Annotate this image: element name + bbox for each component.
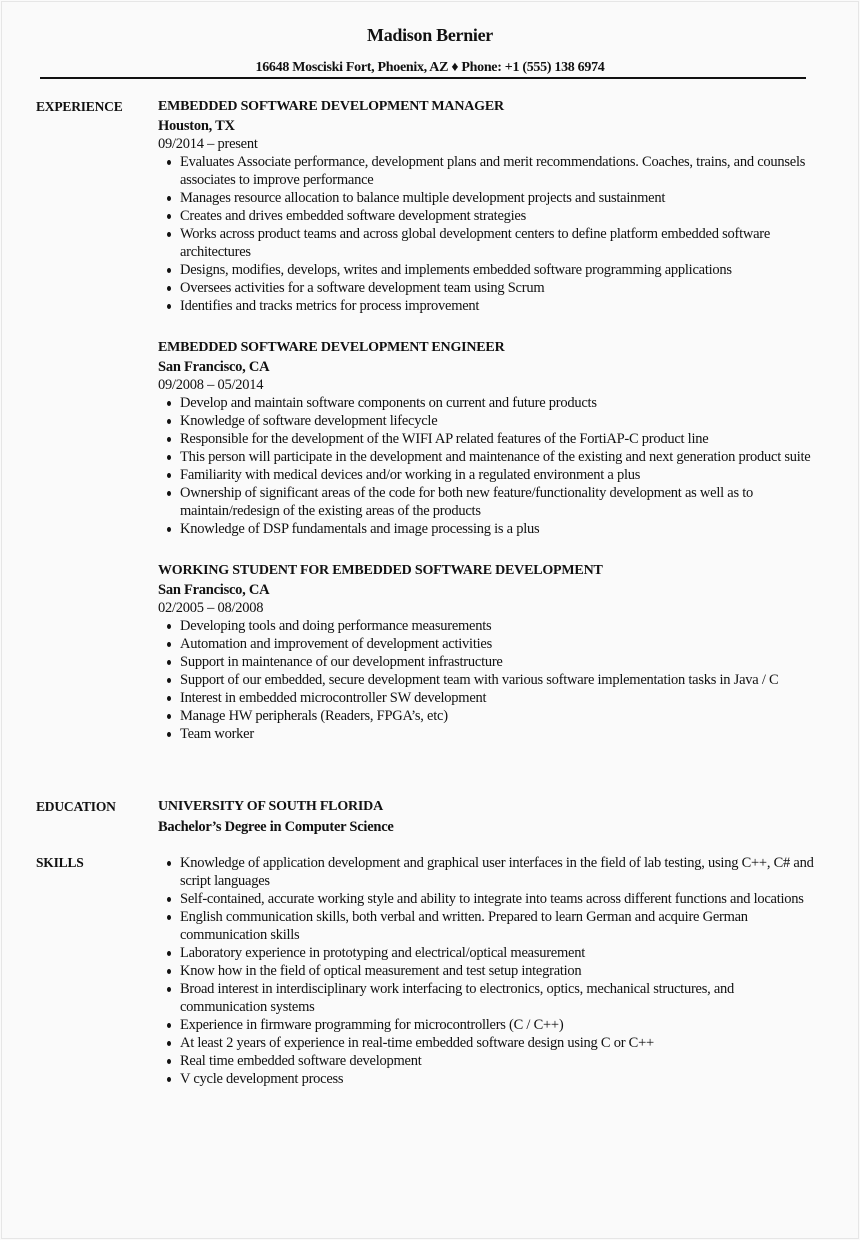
section-label: EXPERIENCE [36,99,123,114]
school-name: UNIVERSITY OF SOUTH FLORIDA [158,799,383,814]
bullet-item: Oversees activities for a software development team using Scrum [180,279,818,297]
job-bullets [158,394,818,538]
job-location: Houston, TX [158,118,235,134]
bullet-item: Creates and drives embedded software development strategies [180,207,818,225]
bullet-item: Support of our embedded, secure development team with various software implementation tasks in Java / C [180,671,818,689]
job-location: San Francisco, CA [158,359,270,375]
bullet-item: Knowledge of software development lifecycle [180,412,818,430]
bullet-item: Works across product teams and across global development centers to define platform embedded software architectures [180,225,818,261]
skills-list [158,854,818,1088]
job-dates: 09/2014 – present [158,136,258,152]
bullet-item: Developing tools and doing performance measurements [180,617,818,635]
skill-item: Broad interest in interdisciplinary work interfacing to electronics, optics, mechanical structures, and communication systems [180,980,818,1016]
header-divider [40,77,806,79]
job-entry [158,339,818,538]
skill-item: V cycle development process [180,1070,818,1088]
contact-line: 16648 Mosciski Fort, Phoenix, AZ ♦ Phone: +1 (555) 138 6974 [255,60,605,75]
job-dates: 09/2008 – 05/2014 [158,377,264,393]
bullet-item: Team worker [180,725,818,743]
bullet-item: Responsible for the development of the WIFI AP related features of the FortiAP-C product line [180,430,818,448]
bullet-item: Develop and maintain software components on current and future products [180,394,818,412]
job-title: WORKING STUDENT FOR EMBEDDED SOFTWARE DEVELOPMENT [158,563,603,578]
job-title: EMBEDDED SOFTWARE DEVELOPMENT MANAGER [158,99,504,114]
jobs-list [158,98,818,767]
skill-item: At least 2 years of experience in real-time embedded software design using C or C++ [180,1034,818,1052]
bullet-item: Designs, modifies, develops, writes and implements embedded software programming applications [180,261,818,279]
job-entry [158,562,818,743]
skill-item: English communication skills, both verbal and written. Prepared to learn German and acquire German communication skills [180,908,818,944]
bullet-item: Familiarity with medical devices and/or working in a regulated environment a plus [180,466,818,484]
job-dates: 02/2005 – 08/2008 [158,600,264,616]
candidate-name: Madison Bernier [367,25,493,45]
bullet-item: Support in maintenance of our development infrastructure [180,653,818,671]
bullet-item: Manages resource allocation to balance multiple development projects and sustainment [180,189,818,207]
bullet-item: This person will participate in the development and maintenance of the existing and next generation product suite [180,448,818,466]
skill-item: Self-contained, accurate working style and ability to integrate into teams across different functions and locations [180,890,818,908]
bullet-item: Automation and improvement of development activities [180,635,818,653]
job-title: EMBEDDED SOFTWARE DEVELOPMENT ENGINEER [158,340,505,355]
bullet-item: Identifies and tracks metrics for process improvement [180,297,818,315]
job-bullets [158,153,818,315]
section-label: EDUCATION [36,799,116,814]
bullet-item: Evaluates Associate performance, development plans and merit recommendations. Coaches, trains, and counsels associates to improve performance [180,153,818,189]
bullet-item: Interest in embedded microcontroller SW development [180,689,818,707]
bullet-item: Knowledge of DSP fundamentals and image processing is a plus [180,520,818,538]
skill-item: Experience in firmware programming for microcontrollers (C / C++) [180,1016,818,1034]
skill-item: Knowledge of application development and graphical user interfaces in the field of lab testing, using C++, C# and script languages [180,854,818,890]
degree: Bachelor’s Degree in Computer Science [158,819,394,835]
bullet-item: Ownership of significant areas of the code for both new feature/functionality development as well as to maintain/redesign of the existing areas of the products [180,484,818,520]
job-entry [158,98,818,315]
skill-item: Know how in the field of optical measurement and test setup integration [180,962,818,980]
job-location: San Francisco, CA [158,582,270,598]
skill-item: Real time embedded software development [180,1052,818,1070]
job-bullets [158,617,818,743]
skill-item: Laboratory experience in prototyping and electrical/optical measurement [180,944,818,962]
bullet-item: Manage HW peripherals (Readers, FPGA’s, etc) [180,707,818,725]
section-label: SKILLS [36,855,84,870]
